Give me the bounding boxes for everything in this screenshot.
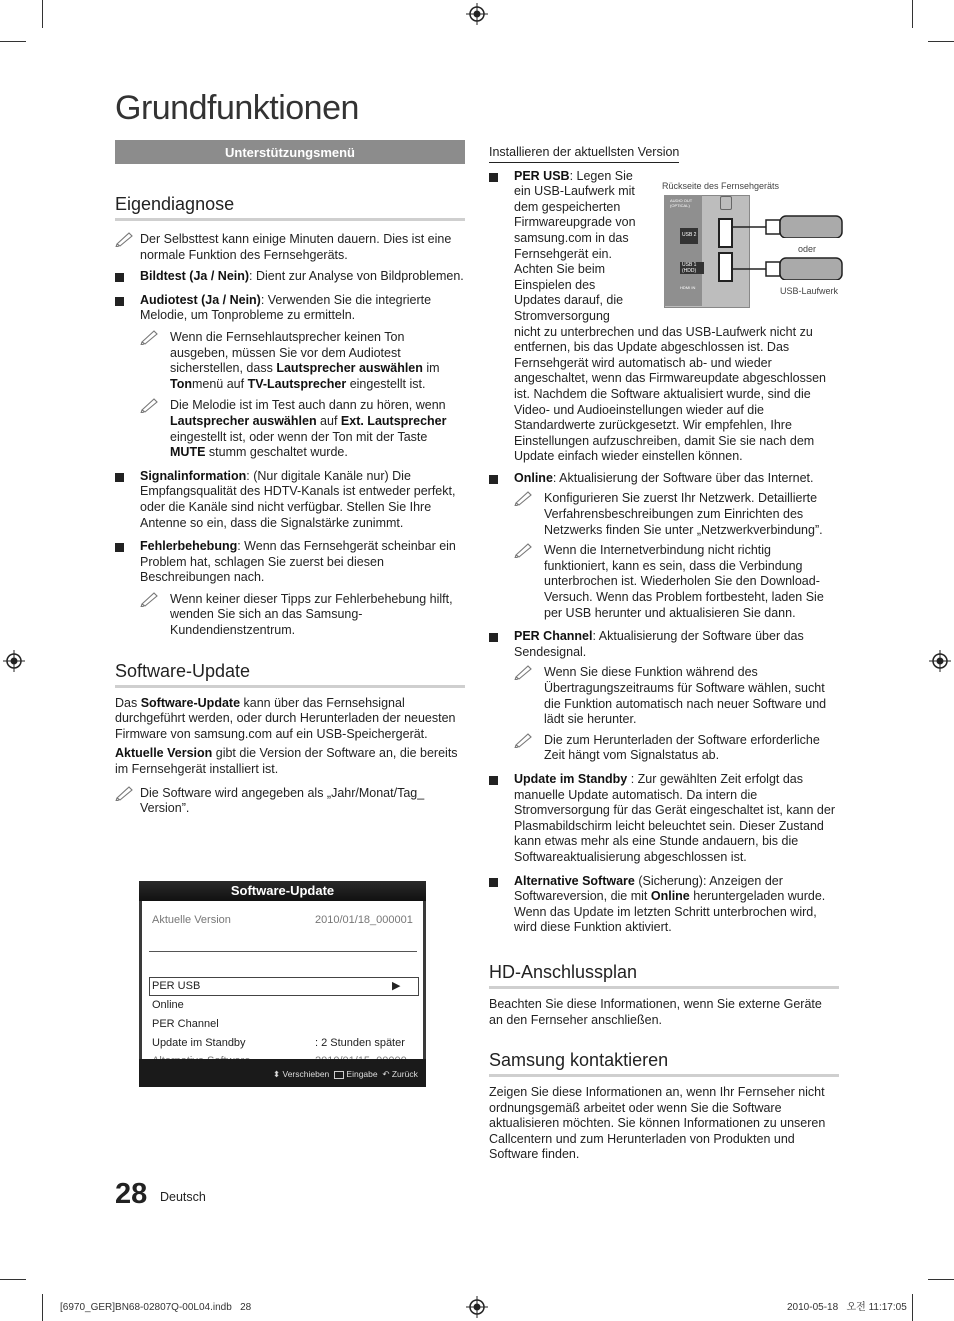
usb-port-1-icon [718, 252, 733, 282]
osd-divider [149, 951, 417, 952]
port-label-optical: AUDIO OUT (OPTICAL) [670, 198, 693, 208]
print-info-right: 2010-05-18 오전 11:17:05 [787, 1302, 907, 1313]
bullet-square-icon [489, 776, 498, 785]
osd-title: Software-Update [139, 881, 426, 901]
software-update-intro: Das Software-Update kann über das Fernsehsignal durchgeführt werden, oder durch Herunterladen der neuesten Firmware von samsung.com auf ein USB-Speichergerät. [115, 695, 456, 741]
pencil-note-icon [115, 231, 135, 247]
note-channel-1: Wenn Sie diese Funktion während des Übertragungszeitraums für Software wählen, sucht die Funktion automatisch nach neuer Software und lädt sie herunter. [514, 665, 839, 727]
page-title: Grundfunktionen [115, 89, 359, 127]
port-label-usb2: USB 2 [680, 228, 698, 244]
current-version-description: Aktuelle Version gibt die Version der Software an, die bereits im Fernsehgerät installiert ist. [115, 746, 458, 777]
heading-software-update: Software-Update [115, 660, 465, 688]
pencil-note-icon [514, 542, 534, 558]
crop-mark [0, 41, 26, 42]
osd-hint-back: Zurück [391, 1069, 418, 1079]
diagram-usb-label: USB-Laufwerk [780, 286, 839, 296]
page-language: Deutsch [160, 1190, 206, 1204]
pencil-note-icon [115, 785, 135, 801]
note-online-2: Wenn die Internetverbindung nicht richtig funktioniert, kann es sein, dass die Verbindung unterbrochen ist. Wiederholen Sie den Download-Versuch. Wenn das Problem fortbesteht, laden Sie per USB herunter und aktualisieren Sie dann. [514, 543, 839, 621]
osd-item-per-channel[interactable]: PER Channel [152, 1018, 219, 1030]
list-item-alternative-software: Alternative Software (Sicherung): Anzeigen der Softwareversion, die mit Online heruntergeladen wurde. Wenn das Update im letzten Schritt unterbrochen wird, wird diese Funktion aktiviert. [489, 874, 839, 936]
list-item-per-channel: PER Channel: Aktualisierung der Software über das Sendesignal. Wenn Sie diese Funktion während des Übertragungszeitraums für Software wählen, sucht die Funktion automatisch nach neuer Software und lädt sie herunter. Die zum Herunterladen der Software erforderliche Zeit hängt vom Signalstatus ab. [489, 629, 839, 764]
diagram-back-label: Rückseite des Fernsehgeräts [662, 181, 780, 191]
bullet-square-icon [115, 297, 124, 306]
note-audiotest-2: Die Melodie ist im Test auch dann zu hören, wenn Lautsprecher auswählen auf Ext. Lautsprecher eingestellt ist, oder wenn der Ton mit der Taste MUTE stumm geschaltet wurde. [140, 398, 465, 460]
pencil-note-icon [140, 329, 160, 345]
osd-item-per-usb[interactable]: PER USB ▶ [152, 980, 401, 992]
install-heading: Installieren der aktuellsten Version [489, 145, 679, 163]
crop-mark [0, 1279, 26, 1280]
crop-mark [912, 1294, 913, 1321]
osd-item-online[interactable]: Online [152, 999, 184, 1011]
list-item-fehlerbehebung: Fehlerbehebung: Wenn das Fernsehgerät scheinbar ein Problem hat, schlagen Sie zuerst bei diesen Beschreibungen nach. Wenn keiner dieser Tipps zur Fehlerbehebung hilft, wenden Sie sich an das Samsung-Kundendienstzentrum. [115, 539, 465, 639]
left-column [115, 140, 465, 817]
crop-mark [928, 1279, 954, 1280]
bullet-square-icon [489, 633, 498, 642]
section-banner: Unterstützungsmenü [115, 140, 465, 164]
pencil-note-icon [514, 490, 534, 506]
port-label-hdmi: HDMI IN [680, 285, 696, 290]
bullet-square-icon [489, 173, 498, 182]
pencil-note-icon [140, 591, 160, 607]
hd-anschlussplan-text: Beachten Sie diese Informationen, wenn Sie externe Geräte an den Fernseher anschließen. [489, 996, 822, 1027]
registration-mark-icon [466, 3, 488, 25]
pencil-note-icon [514, 732, 534, 748]
list-item-online: Online: Aktualisierung der Software über das Internet. Konfigurieren Sie zuerst Ihr Netzwerk. Detaillierte Verfahrensbeschreibungen zum Einrichten des Netzwerks finden Sie unter „Netzwerkverbindung”. Wenn die Internetverbindung nicht richtig funktioniert, kann es sein, dass die Verbindung unterbrochen ist. Wiederholen Sie den Download-Versuch. Wenn das Problem fortbesteht, laden Sie per USB herunter und aktualisieren Sie dann. [489, 471, 839, 621]
crop-mark [42, 0, 43, 28]
return-icon: ↶ [382, 1069, 390, 1079]
software-update-osd [139, 881, 426, 1087]
osd-hint-enter: Eingabe [346, 1069, 378, 1079]
note-version-format: Die Software wird angegeben als „Jahr/Monat/Tag_ Version”. [115, 786, 465, 817]
osd-body [142, 901, 423, 1059]
arrow-right-icon: ▶ [392, 980, 401, 992]
osd-current-version: Aktuelle Version 2010/01/18_000001 [152, 914, 413, 926]
registration-mark-icon [929, 650, 951, 672]
crop-mark [912, 0, 913, 28]
osd-item-update-standby[interactable]: Update im Standby : 2 Stunden später [152, 1037, 405, 1049]
heading-eigendiagnose: Eigendiagnose [115, 193, 465, 221]
usb-stick-2-icon [732, 256, 850, 280]
pencil-note-icon [514, 664, 534, 680]
osd-hint-move: Verschieben [282, 1069, 330, 1079]
list-item-bildtest: Bildtest (Ja / Nein): Dient zur Analyse von Bildproblemen. [115, 269, 465, 285]
updown-arrow-icon: ⬍ [273, 1069, 281, 1079]
bullet-square-icon [115, 543, 124, 552]
note-online-1: Konfigurieren Sie zuerst Ihr Netzwerk. Detaillierte Verfahrensbeschreibungen zum Einrichten des Netzwerks finden Sie unter „Netzwerkverbindung”. [514, 491, 839, 538]
heading-hd-anschlussplan: HD-Anschlussplan [489, 961, 839, 989]
heading-samsung-kontaktieren: Samsung kontaktieren [489, 1049, 839, 1077]
pencil-note-icon [140, 397, 160, 413]
diagram-or-label: oder [798, 244, 817, 254]
registration-mark-icon [3, 650, 25, 672]
crop-mark [42, 1294, 43, 1321]
registration-mark-icon [466, 1296, 488, 1318]
bullet-square-icon [489, 878, 498, 887]
samsung-kontaktieren-text: Zeigen Sie diese Informationen an, wenn Ihr Fernseher nicht ordnungsgemäß arbeitet oder wenn Sie die Software aktualisieren möchten. Sie können Informationen zu unseren Callcentern und zum Herunterladen von Produkten und Software finden. [489, 1085, 826, 1162]
enter-icon [334, 1071, 344, 1079]
list-item-signalinformation: Signalinformation: (Nur digitale Kanäle nur) Die Empfangsqualität des HDTV-Kanals ist entweder perfekt, oder die Kanäle sind nicht verfügbar. Stellen Sie Ihre Antenne so ein, dass die Signalstärke zunimmt. [115, 469, 465, 531]
port-label-usb1: USB 1 (HDD) [680, 262, 704, 274]
usb-port-diagram [660, 176, 850, 310]
print-info-left: [6970_GER]BN68-02807Q-00L04.indb 28 [60, 1302, 252, 1313]
note-channel-2: Die zum Herunterladen der Software erforderliche Zeit hängt vom Signalstatus ab. [514, 733, 839, 764]
page-number: 28 [115, 1178, 148, 1210]
list-item-audiotest: Audiotest (Ja / Nein): Verwenden Sie die integrierte Melodie, um Tonprobleme zu ermitteln. Wenn die Fernsehlautsprecher keinen Ton ausgeben, müssen Sie vor dem Audiotest sicherstellen, dass Lautsprecher auswählen im Tonmenü auf TV-Lautsprecher eingestellt ist. Die Melodie ist im Test auch dann zu hören, wenn Lautsprecher auswählen auf Ext. Lautsprecher eingestellt ist, oder wenn der Ton mit der Taste MUTE stumm geschaltet wurde. [115, 293, 465, 461]
note-audiotest-1: Wenn die Fernsehlautsprecher keinen Ton ausgeben, müssen Sie vor dem Audiotest sicherstellen, dass Lautsprecher auswählen im Tonmenü auf TV-Lautsprecher eingestellt ist. [140, 330, 465, 392]
list-item-update-standby: Update im Standby : Zur gewählten Zeit erfolgt das manuelle Update automatisch. Da intern die Stromversorgung für das Gerät eingeschaltet ist, kann der Plasmabildschirm leicht beleuchtet sein. Dieser Zustand kann etwas mehr als eine Stunde andauern, bis die Softwareaktualisierung abgeschlossen ist. [489, 772, 839, 866]
note-fehlerbehebung: Wenn keiner dieser Tipps zur Fehlerbehebung hilft, wenden Sie sich an das Samsung-Kundendienstzentrum. [140, 592, 465, 639]
usb-port-2-icon [718, 218, 733, 248]
crop-mark [928, 41, 954, 42]
list-item-per-usb: PER USB: Legen Sie ein USB-Laufwerk mit dem gespeicherten Firmwareupgrade von samsung.com in das Fernsehgerät ein. Achten Sie beim Einspielen des Updates darauf, die Stromversorgung nicht zu unterbrechen und das USB-Laufwerk nicht zu entfernen, bis das Update abgeschlossen ist. Das Fernsehgerät wird automatisch ab- und wieder angeschaltet, wenn das Firmwareupdate abgeschlossen ist. Nachdem die Software aktualisiert wurde, sind die Video- und Audioeinstellungen wieder auf die Standardwerte zurückgesetzt. Wir empfehlen, Ihre Einstellungen aufzuschreiben, damit Sie sie nach dem Update einfach wieder einstellen können. [489, 169, 839, 465]
note-selftest: Der Selbsttest kann einige Minuten dauern. Dies ist eine normale Funktion des Fernsehgeräts. [115, 232, 465, 263]
bullet-square-icon [115, 273, 124, 282]
bullet-square-icon [489, 475, 498, 484]
connector-port-icon [720, 196, 732, 210]
usb-stick-1-icon [732, 214, 850, 238]
osd-footer [139, 1059, 426, 1087]
bullet-square-icon [115, 473, 124, 482]
